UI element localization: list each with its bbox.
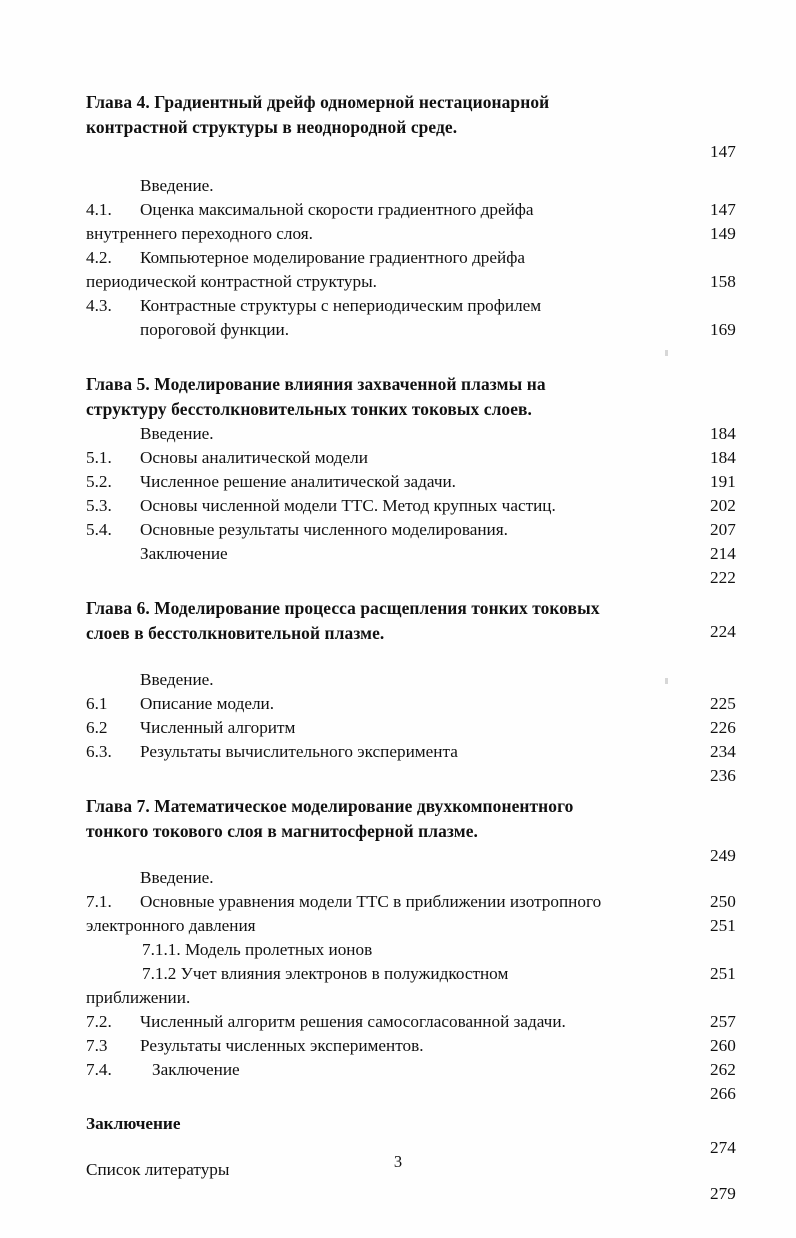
spacer [86,764,746,794]
chapter-5-page: 184 [710,424,736,443]
sec-7-2-page: 260 [710,1036,736,1055]
sec-5-3-label: Основы численной модели ТТС. Метод крупных частиц. [140,496,556,515]
sec-4-3-page: 169 [710,320,736,339]
toc-entry-sec-4-3[interactable] [86,294,746,342]
table-of-contents [86,90,746,1203]
chapter-7-title: Глава 7. Математическое моделирование двухкомпонентного тонкого токового слоя в магнитосферной плазме. [86,796,574,841]
toc-entry-chapter-6[interactable] [86,596,746,646]
sec-5-2-label: Численное решение аналитической задачи. [140,472,456,491]
ch5-conclusion-page: 222 [710,568,736,587]
sec-5-1-page: 191 [710,472,736,491]
sec-5-1-label: Основы аналитической модели [140,448,368,467]
sec-7-4-page: 266 [710,1084,736,1103]
sec-7-1-2-label-cont: приближении. [86,988,191,1007]
sec-7-1-number: 7.1. [86,892,112,911]
spacer [86,140,746,174]
ch5-intro-page: 184 [710,448,736,467]
sec-6-2-label: Численный алгоритм [140,718,296,737]
sec-7-2-label: Численный алгоритм решения самосогласованной задачи. [140,1012,566,1031]
ch7-intro-label: Введение. [140,868,214,887]
sec-4-1-label-cont: внутреннего переходного слоя. [86,224,313,243]
sec-4-3-label: Контрастные структуры с непериодическим профилем [140,296,542,315]
chapter-6-page: 224 [710,622,736,641]
sec-4-2-page: 158 [710,272,736,291]
sec-4-3-number: 4.3. [86,296,112,315]
sec-5-4-label: Основные результаты численного моделирования. [140,520,508,539]
sec-6-2-number: 6.2 [86,718,108,737]
sec-7-1-2-label: 7.1.2 Учет влияния электронов в полужидкостном [142,964,509,983]
toc-entry-sec-7-1[interactable] [86,890,746,938]
spacer [86,342,746,372]
spacer [86,566,746,596]
sec-7-4-label: Заключение [152,1060,240,1079]
sec-5-4-number: 5.4. [86,520,112,539]
sec-4-1-label: Оценка максимальной скорости градиентного дрейфа [140,200,534,219]
sec-5-2-page: 202 [710,496,736,515]
sec-5-4-page: 214 [710,544,736,563]
sec-6-1-page: 226 [710,718,736,737]
chapter-7-page: 249 [710,846,736,865]
sec-7-3-page: 262 [710,1060,736,1079]
toc-entry-ch5-conclusion[interactable] [86,542,746,587]
sec-5-2-number: 5.2. [86,472,112,491]
sec-6-3-page: 236 [710,766,736,785]
sec-7-1-2-page: 257 [710,1012,736,1031]
toc-entry-sec-7-4[interactable] [86,1058,746,1103]
sec-7-3-number: 7.3 [86,1036,108,1055]
sec-7-4-number: 7.4. [86,1060,112,1079]
sec-6-1-label: Описание модели. [140,694,275,713]
sec-6-3-number: 6.3. [86,742,112,761]
chapter-5-title: Глава 5. Моделирование влияния захваченной плазмы на структуру бесстолкновительных тонких токовых слоев. [86,374,546,419]
toc-entry-sec-6-3[interactable] [86,740,746,785]
chapter-6-title: Глава 6. Моделирование процесса расщепления тонких токовых слоев в бесстолкновительной плазме. [86,598,600,643]
sec-6-3-label: Результаты вычислительного эксперимента [140,742,458,761]
ch7-intro-page: 250 [710,892,736,911]
sec-4-1-number: 4.1. [86,200,112,219]
page-number-folio: 3 [393,1152,403,1171]
sec-7-1-label-cont: электронного давления [86,916,256,935]
sec-4-2-label-cont: периодической контрастной структуры. [86,272,377,291]
sec-4-2-number: 4.2. [86,248,112,267]
toc-entry-sec-4-2[interactable] [86,246,746,294]
sec-7-1-page: 251 [710,916,736,935]
toc-entry-chapter-4[interactable] [86,90,746,161]
ch5-intro-label: Введение. [140,424,214,443]
sec-7-1-1-page: 251 [710,964,736,983]
sec-4-1-page: 149 [710,224,736,243]
sec-7-1-1-label: 7.1.1. Модель пролетных ионов [142,940,373,959]
sec-4-3-label-cont: пороговой функции. [140,320,290,339]
sec-7-1-label: Основные уравнения модели ТТС в приближении изотропного [140,892,602,911]
chapter-4-title: Глава 4. Градиентный дрейф одномерной нестационарной контрастной структуры в неоднородной среде. [86,92,550,137]
ch6-intro-label: Введение. [140,670,214,689]
chapter-4-page: 147 [710,142,736,161]
sec-5-1-number: 5.1. [86,448,112,467]
bibliography-label: Список литературы [86,1160,230,1179]
ch6-intro-page: 225 [710,694,736,713]
spacer [86,844,746,866]
scan-speck [665,350,668,356]
conclusion-label: Заключение [86,1114,181,1133]
ch5-conclusion-label: Заключение [140,544,228,563]
bibliography-page: 279 [710,1184,736,1203]
sec-4-2-label: Компьютерное моделирование градиентного дрейфа [140,248,525,267]
spacer [86,1082,746,1112]
scan-speck [665,678,668,684]
ch4-intro-page: 147 [710,200,736,219]
toc-entry-conclusion[interactable] [86,1112,746,1157]
sec-6-1-number: 6.1 [86,694,108,713]
sec-6-2-page: 234 [710,742,736,761]
toc-entry-chapter-7[interactable] [86,794,746,865]
sec-5-3-page: 207 [710,520,736,539]
spacer [86,646,746,668]
sec-7-3-label: Результаты численных экспериментов. [140,1036,424,1055]
sec-5-3-number: 5.3. [86,496,112,515]
sec-7-2-number: 7.2. [86,1012,112,1031]
conclusion-page: 274 [710,1138,736,1157]
ch4-intro-label: Введение. [140,176,214,195]
toc-entry-sec-4-1[interactable] [86,198,746,246]
